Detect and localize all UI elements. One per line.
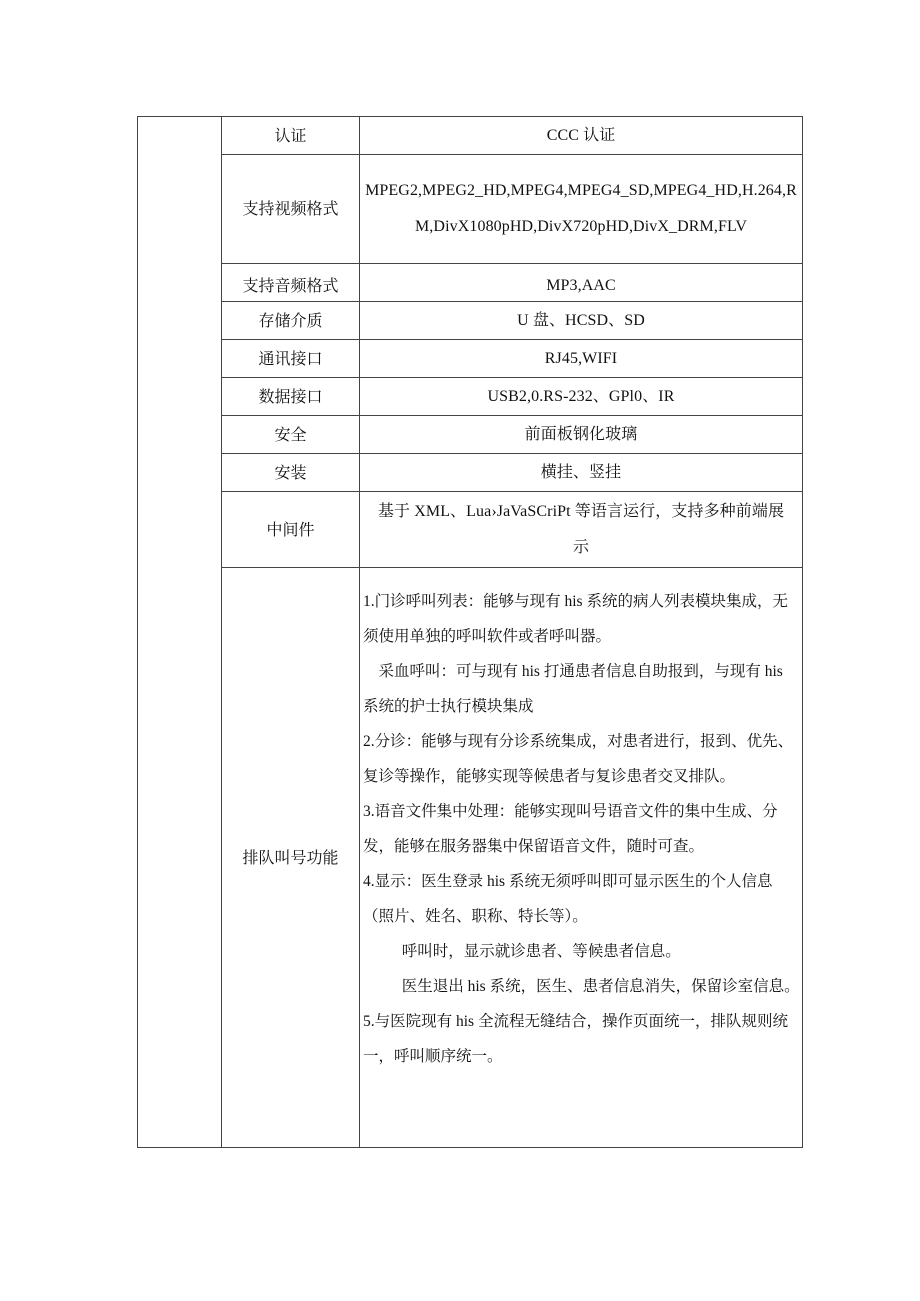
table-row: [138, 416, 803, 454]
row-value: 基于 XML、Lua›JaVaSCriPt 等语言运行，支持多种前端展示: [360, 492, 803, 568]
table-row: [138, 117, 803, 155]
queue-paragraph: 2.分诊：能够与现有分诊系统集成，对患者进行，报到、优先、复诊等操作，能够实现等候患者与复诊患者交叉排队。: [363, 733, 794, 785]
row-label: 中间件: [222, 492, 360, 568]
empty-category-cell: [138, 117, 222, 1148]
table-row: [138, 454, 803, 492]
row-label: 安装: [222, 454, 360, 492]
row-value: MP3,AAC: [360, 264, 803, 302]
row-label: 安全: [222, 416, 360, 454]
queue-paragraph: 采血呼叫：可与现有 his 打通患者信息自助报到，与现有 his 系统的护士执行模块集成: [363, 663, 783, 715]
row-value: 前面板钢化玻璃: [360, 416, 803, 454]
row-value: RJ45,WIFI: [360, 340, 803, 378]
table-row: [138, 302, 803, 340]
row-value: MPEG2,MPEG2_HD,MPEG4,MPEG4_SD,MPEG4_HD,H.264,RM,DivX1080pHD,DivX720pHD,DivX_DRM,FLV: [360, 155, 803, 264]
queue-paragraph: 3.语音文件集中处理：能够实现叫号语音文件的集中生成、分发，能够在服务器集中保留语音文件，随时可查。: [363, 803, 778, 855]
row-label: 通讯接口: [222, 340, 360, 378]
queue-content: [360, 568, 803, 1148]
row-value: U 盘、HCSD、SD: [360, 302, 803, 340]
row-label: 数据接口: [222, 378, 360, 416]
queue-paragraph: 呼叫时，显示就诊患者、等候患者信息。: [401, 943, 681, 960]
queue-paragraph: 1.门诊呼叫列表：能够与现有 his 系统的病人列表模块集成，无须使用单独的呼叫软件或者呼叫器。: [363, 593, 788, 645]
spec-table: [137, 116, 803, 1148]
queue-label: 排队叫号功能: [222, 568, 360, 1148]
row-label: 存储介质: [222, 302, 360, 340]
queue-paragraph: 医生退出 his 系统，医生、患者信息消失，保留诊室信息。: [401, 978, 800, 995]
queue-paragraph: 4.显示：医生登录 his 系统无须呼叫即可显示医生的个人信息（照片、姓名、职称、特长等）。: [363, 873, 773, 925]
table-row: [138, 492, 803, 568]
table-row: [138, 568, 803, 1148]
row-label: 认证: [222, 117, 360, 155]
row-value: USB2,0.RS-232、GPl0、IR: [360, 378, 803, 416]
row-label: 支持视频格式: [222, 155, 360, 264]
row-label: 支持音频格式: [222, 264, 360, 302]
row-value: 横挂、竖挂: [360, 454, 803, 492]
queue-paragraph: 5.与医院现有 his 全流程无缝结合，操作页面统一，排队规则统一，呼叫顺序统一。: [363, 1013, 788, 1065]
table-row: [138, 378, 803, 416]
table-row: [138, 155, 803, 264]
table-row: [138, 264, 803, 302]
row-value: CCC 认证: [360, 117, 803, 155]
table-row: [138, 340, 803, 378]
